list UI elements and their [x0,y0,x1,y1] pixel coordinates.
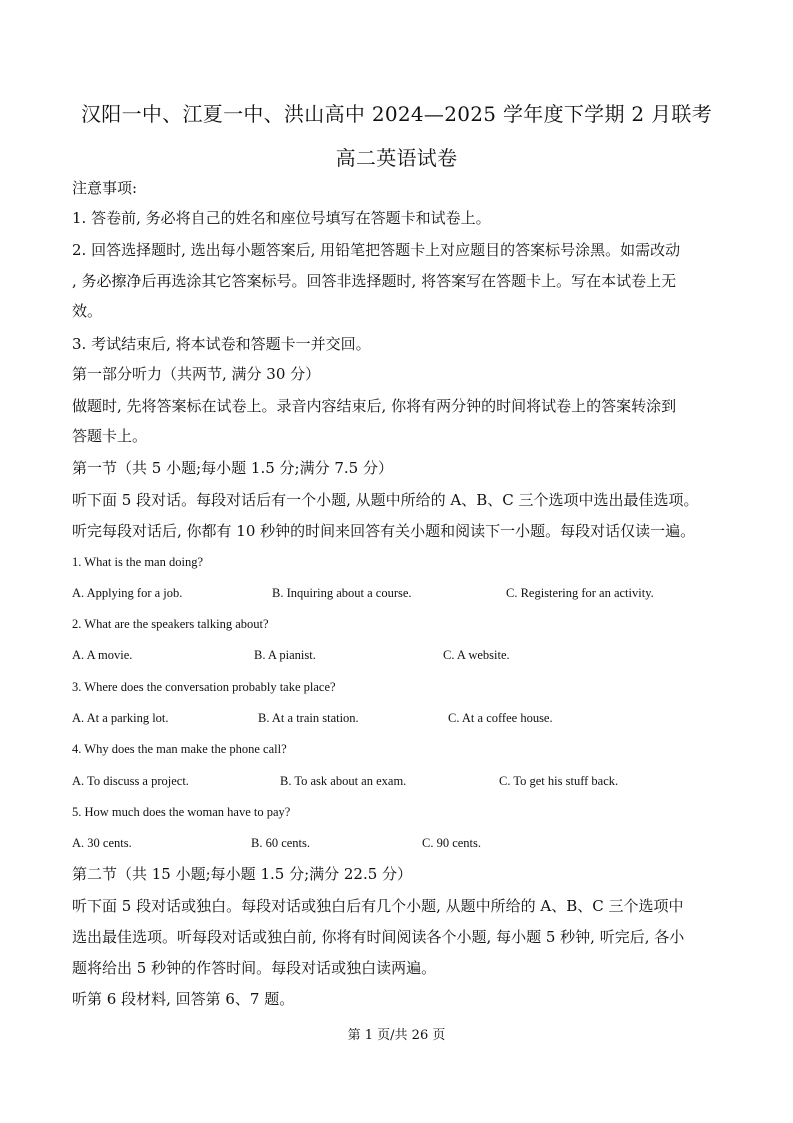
page-number: 第 1 页/共 26 页 [347,1028,446,1043]
section2-heading: 第二节（共 15 小题;每小题 1.5 分;满分 22.5 分） [72,865,413,883]
question-1-option-b: B. Inquiring about a course. [272,586,412,600]
note-2a: 2. 回答选择题时, 选出每小题答案后, 用铅笔把答题卡上对应题目的答案标号涂黑。如需改动 [72,241,681,259]
question-1-option-a: A. Applying for a job. [72,586,183,600]
question-5-option-c: C. 90 cents. [422,836,482,850]
question-5-option-b: B. 60 cents. [251,836,311,850]
exam-title-line2: 高二英语试卷 [335,146,458,170]
question-2: 2. What are the speakers talking about? [72,617,269,631]
question-3-option-b: B. At a train station. [258,711,359,725]
part1-instruction-b: 答题卡上。 [72,427,148,445]
question-5: 5. How much does the woman have to pay? [72,805,291,819]
section2-instruction-c: 题将给出 5 秒钟的作答时间。每段对话或独白读两遍。 [72,959,437,977]
part1-heading: 第一部分听力（共两节, 满分 30 分） [72,365,321,383]
notes-heading: 注意事项: [72,179,138,197]
question-5-option-a: A. 30 cents. [72,836,132,850]
section1-instruction-a: 听下面 5 段对话。每段对话后有一个小题, 从题中所给的 A、B、C 三个选项中选出最佳选项。 [72,491,699,509]
question-4-option-c: C. To get his stuff back. [499,774,619,788]
note-2c: 效。 [72,302,103,320]
question-3-option-a: A. At a parking lot. [72,711,169,725]
question-4-option-b: B. To ask about an exam. [280,774,407,788]
note-3: 3. 考试结束后, 将本试卷和答题卡一并交回。 [72,335,371,353]
exam-title-line1: 汉阳一中、江夏一中、洪山高中 2024—2025 学年度下学期 2 月联考 [80,102,713,126]
question-2-option-a: A. A movie. [72,648,133,662]
question-3-option-c: C. At a coffee house. [448,711,553,725]
part1-instruction-a: 做题时, 先将答案标在试卷上。录音内容结束后, 你将有两分钟的时间将试卷上的答案转涂到 [72,397,677,415]
section2-instruction-b: 选出最佳选项。听每段对话或独白前, 你将有时间阅读各个小题, 每小题 5 秒钟, 听完后, 各小 [72,928,685,946]
note-2b: , 务必擦净后再选涂其它答案标号。回答非选择题时, 将答案写在答题卡上。写在本试卷上无 [72,272,677,290]
question-3: 3. Where does the conversation probably take place? [72,680,336,694]
question-2-option-c: C. A website. [443,648,510,662]
question-4: 4. Why does the man make the phone call? [72,742,287,756]
section1-instruction-b: 听完每段对话后, 你都有 10 秒钟的时间来回答有关小题和阅读下一小题。每段对话仅读一遍。 [72,522,696,540]
question-1-option-c: C. Registering for an activity. [506,586,654,600]
section2-material-6: 听第 6 段材料, 回答第 6、7 题。 [72,990,295,1008]
question-1: 1. What is the man doing? [72,555,203,569]
section1-heading: 第一节（共 5 小题;每小题 1.5 分;满分 7.5 分） [72,459,393,477]
question-4-option-a: A. To discuss a project. [72,774,189,788]
section2-instruction-a: 听下面 5 段对话或独白。每段对话或独白后有几个小题, 从题中所给的 A、B、C 三个选项中 [72,897,684,915]
question-2-option-b: B. A pianist. [254,648,316,662]
note-1: 1. 答卷前, 务必将自己的姓名和座位号填写在答题卡和试卷上。 [72,209,491,227]
